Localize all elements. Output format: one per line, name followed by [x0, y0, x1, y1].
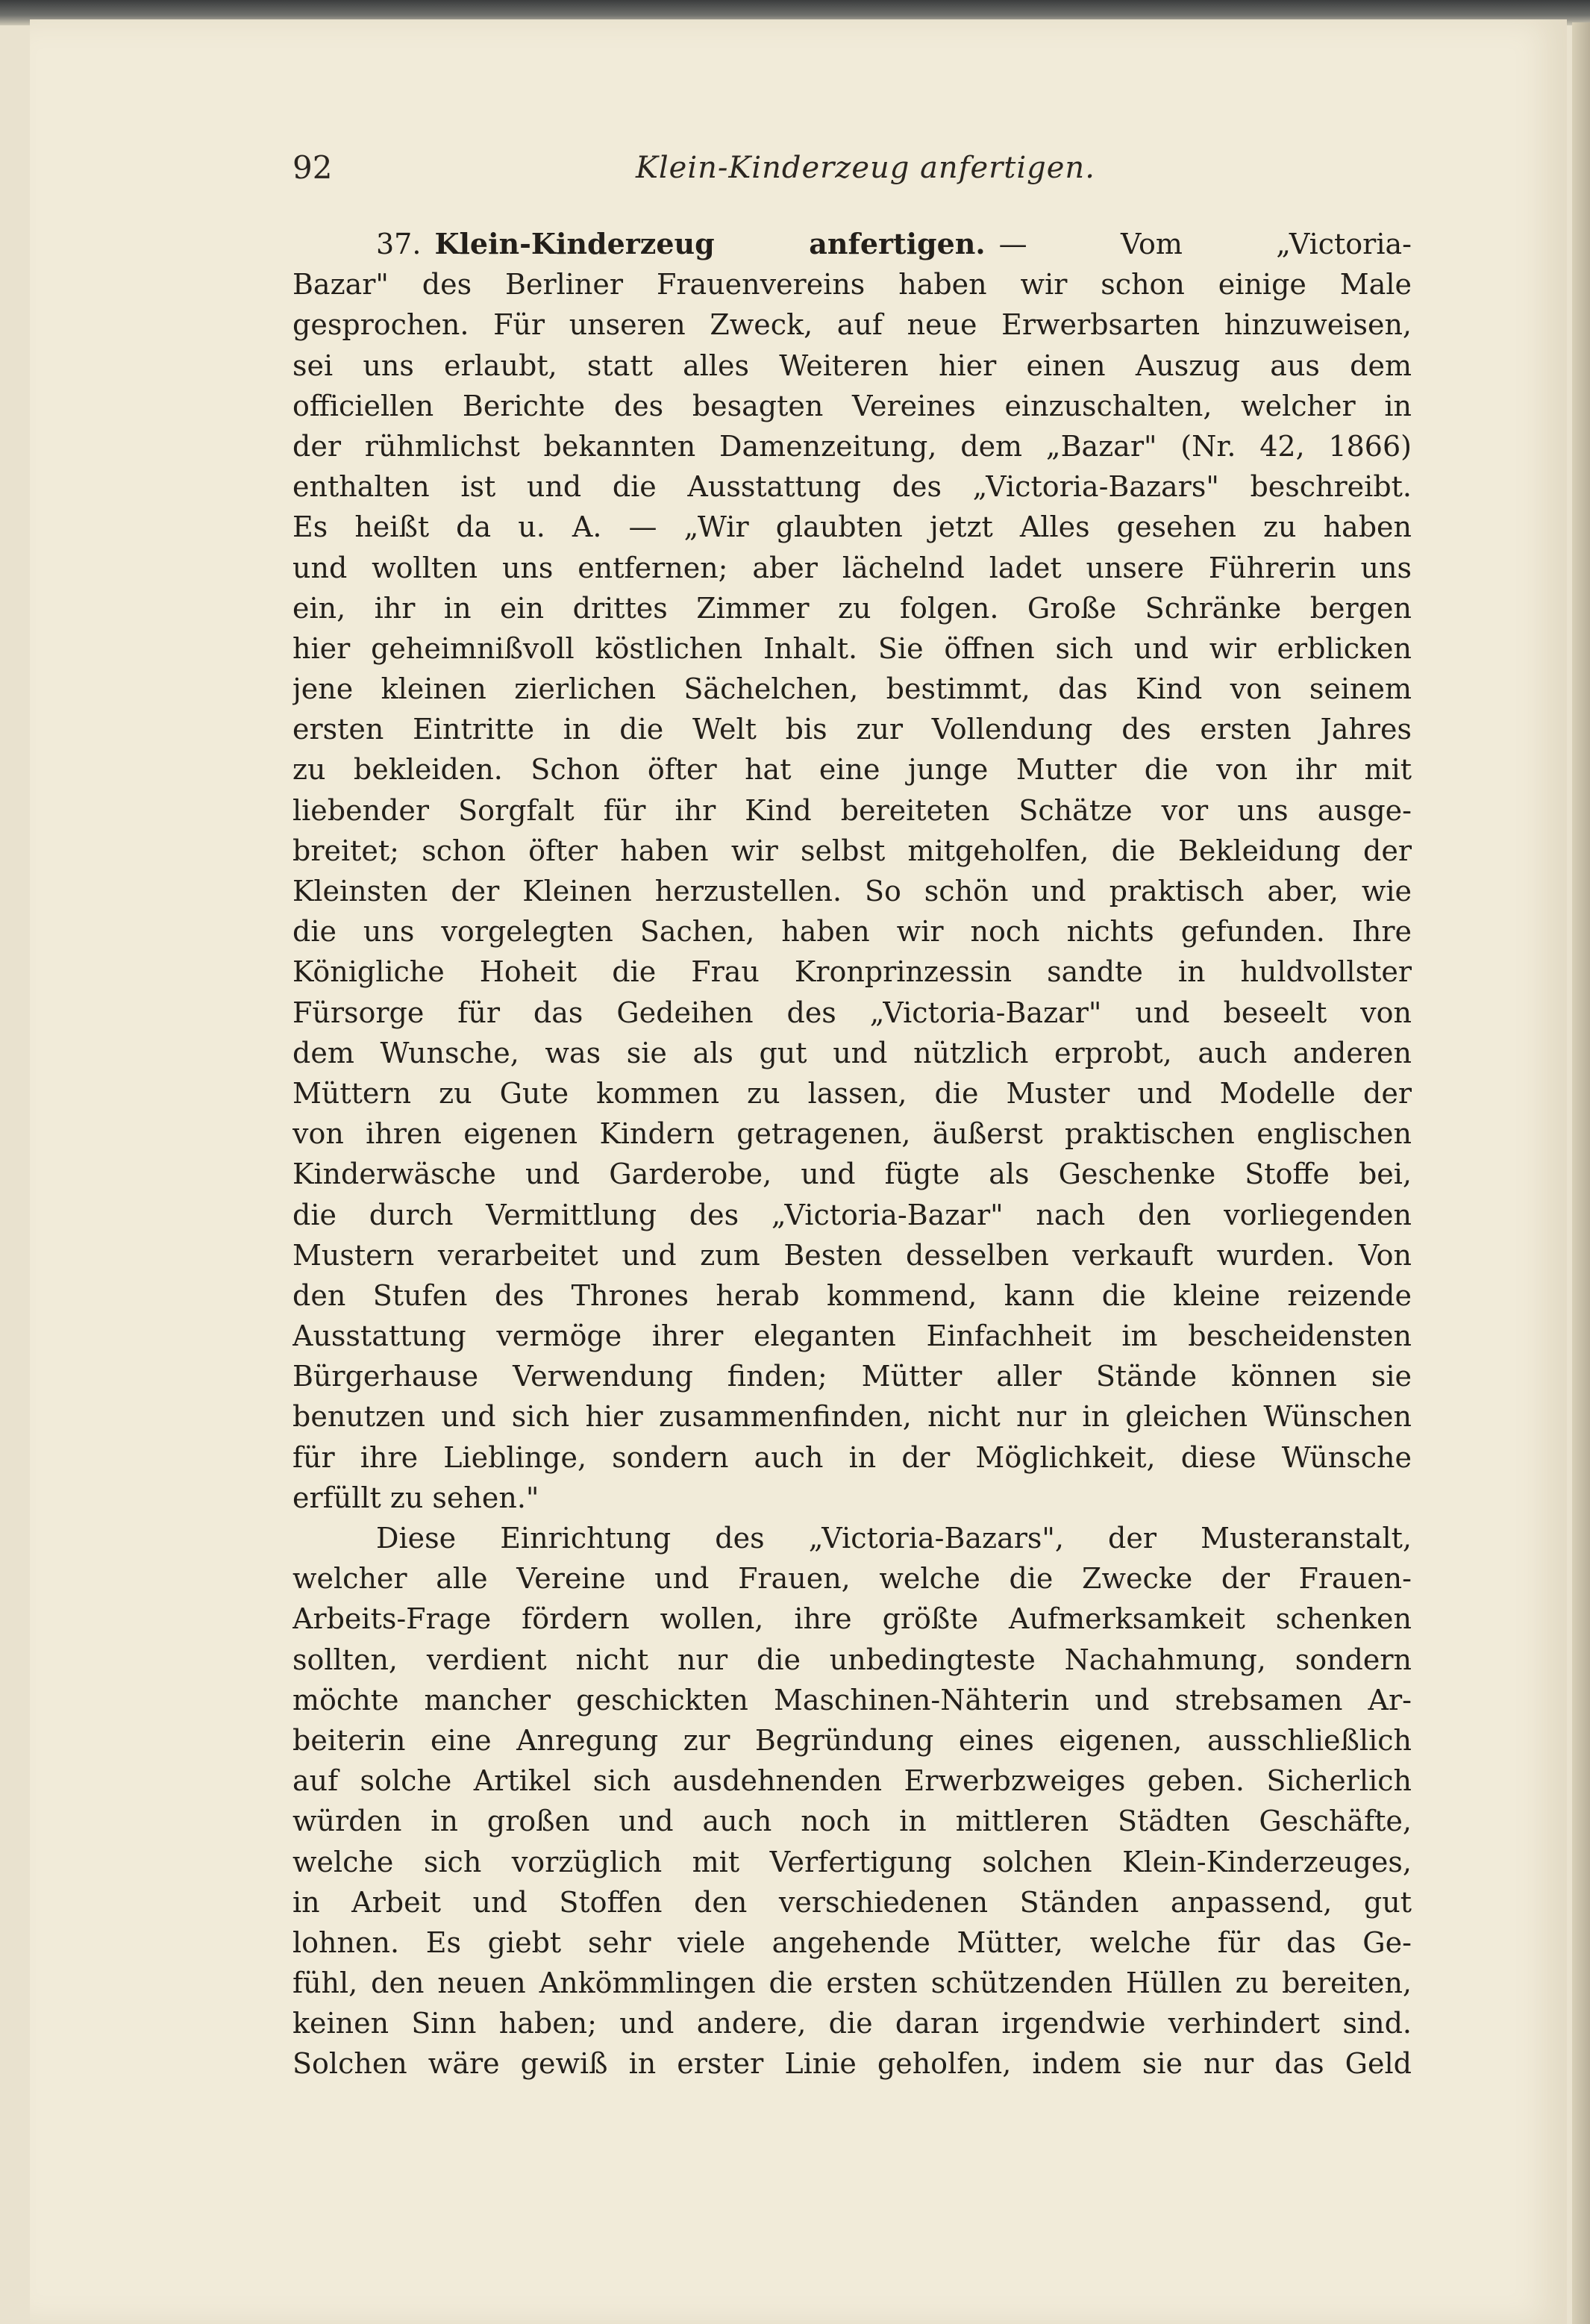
text-line: fühl, den neuen Ankömmlingen die ersten schützenden Hüllen zu bereiten, — [292, 1967, 1412, 2000]
page-number: 92 — [292, 149, 333, 186]
text-line: ein, ihr in ein drittes Zimmer zu folgen. Große Schränke bergen — [292, 591, 1412, 625]
text-line: hier geheimnißvoll köstlichen Inhalt. Sie öffnen sich und wir erblicken — [292, 631, 1412, 665]
text-line: auf solche Artikel sich ausdehnenden Erwerbzweiges geben. Sicherlich — [292, 1764, 1412, 1798]
text-line: benutzen und sich hier zusammenfinden, nicht nur in gleichen Wünschen — [292, 1400, 1412, 1434]
text-line: enthalten ist und die Ausstattung des „Victoria-Bazars" beschreibt. — [292, 470, 1412, 504]
text-line: lohnen. Es giebt sehr viele angehende Mütter, welche für das Ge- — [292, 1925, 1412, 1959]
text-line: beiterin eine Anregung zur Begründung eines eigenen, ausschließlich — [292, 1723, 1412, 1757]
text-line: Mustern verarbeitet und zum Besten desselben verkauft wurden. Von — [292, 1238, 1412, 1272]
section-heading-line — [292, 224, 1412, 264]
text-line: Solchen wäre gewiß in erster Linie geholfen, indem sie nur das Geld — [292, 2047, 1412, 2081]
text-line: in Arbeit und Stoffen den verschiedenen Ständen anpassend, gut — [292, 1885, 1412, 1919]
text-line: Kleinsten der Kleinen herzustellen. So schön und praktisch aber, wie — [292, 875, 1412, 908]
text-line-paragraph-start: Diese Einrichtung des „Victoria-Bazars", der Musteranstalt, — [376, 1522, 1412, 1555]
section-number: 37. — [376, 228, 422, 260]
text-line: Arbeits-Frage fördern wollen, ihre größte Aufmerksamkeit schenken — [292, 1602, 1412, 1636]
text-line: von ihren eigenen Kindern getragenen, äußerst praktischen englischen — [292, 1117, 1412, 1151]
text-line: zu bekleiden. Schon öfter hat eine junge Mutter die von ihr mit — [292, 753, 1412, 787]
body-text — [292, 224, 1412, 2084]
text-line: Königliche Hoheit die Frau Kronprinzessin sandte in huldvollster — [292, 955, 1412, 989]
running-head: Klein-Kinderzeug anfertigen. — [636, 151, 1095, 185]
text-line: welche sich vorzüglich mit Verfertigung solchen Klein-Kinderzeuges, — [292, 1845, 1412, 1878]
text-line: den Stufen des Thrones herab kommend, kann die kleine reizende — [292, 1278, 1412, 1312]
text-line: Es heißt da u. A. — „Wir glaubten jetzt Alles gesehen zu haben — [292, 510, 1412, 544]
page-edge-right — [1572, 22, 1590, 2324]
text-line: die uns vorgelegten Sachen, haben wir noch nichts gefunden. Ihre — [292, 915, 1412, 949]
text-line: der rühmlichst bekannten Damenzeitung, dem „Bazar" (Nr. 42, 1866) — [292, 429, 1412, 463]
text-line: officiellen Berichte des besagten Vereines einzuschalten, welcher in — [292, 389, 1412, 422]
text-line: welcher alle Vereine und Frauen, welche die Zwecke der Frauen- — [292, 1562, 1412, 1596]
heading-line-rest: — Vom „Victoria- — [998, 228, 1412, 260]
text-line: für ihre Lieblinge, sondern auch in der Möglichkeit, diese Wünsche — [292, 1440, 1412, 1474]
text-line: ersten Eintritte in die Welt bis zur Vollendung des ersten Jahres — [292, 713, 1412, 746]
text-line: und wollten uns entfernen; aber lächelnd ladet unsere Führerin uns — [292, 551, 1412, 584]
text-line: Fürsorge für das Gedeihen des „Victoria-Bazar" und beseelt von — [292, 996, 1412, 1029]
text-line: die durch Vermittlung des „Victoria-Bazar" nach den vorliegenden — [292, 1198, 1412, 1231]
text-line: Bazar" des Berliner Frauenvereins haben wir schon einige Male — [292, 268, 1412, 302]
text-line: Ausstattung vermöge ihrer eleganten Einfachheit im bescheidensten — [292, 1319, 1412, 1353]
text-line: dem Wunsche, was sie als gut und nützlich erprobt, auch anderen — [292, 1036, 1412, 1069]
text-line: möchte mancher geschickten Maschinen-Nähterin und strebsamen Ar- — [292, 1683, 1412, 1717]
text-line: breitet; schon öfter haben wir selbst mitgeholfen, die Bekleidung der — [292, 834, 1412, 867]
text-line: keinen Sinn haben; und andere, die daran irgendwie verhindert sind. — [292, 2007, 1412, 2040]
section-title: Klein-Kinderzeug anfertigen. — [434, 227, 986, 260]
text-line: sollten, verdient nicht nur die unbedingteste Nachahmung, sondern — [292, 1643, 1412, 1676]
text-line: Bürgerhause Verwendung finden; Mütter aller Stände können sie — [292, 1360, 1412, 1393]
text-line: Müttern zu Gute kommen zu lassen, die Muster und Modelle der — [292, 1076, 1412, 1110]
text-line: liebender Sorgfalt für ihr Kind bereiteten Schätze vor uns ausge- — [292, 793, 1412, 827]
text-line: gesprochen. Für unseren Zweck, auf neue Erwerbsarten hinzuweisen, — [292, 308, 1412, 342]
text-line: jene kleinen zierlichen Sächelchen, bestimmt, das Kind von seinem — [292, 672, 1412, 706]
text-line: Kinderwäsche und Garderobe, und fügte als Geschenke Stoffe bei, — [292, 1158, 1412, 1191]
text-line: würden in großen und auch noch in mittleren Städten Geschäfte, — [292, 1805, 1412, 1838]
text-line: sei uns erlaubt, statt alles Weiteren hier einen Auszug aus dem — [292, 349, 1412, 382]
text-line-paragraph-end: erfüllt zu sehen." — [292, 1481, 539, 1514]
page-header — [292, 149, 1412, 197]
